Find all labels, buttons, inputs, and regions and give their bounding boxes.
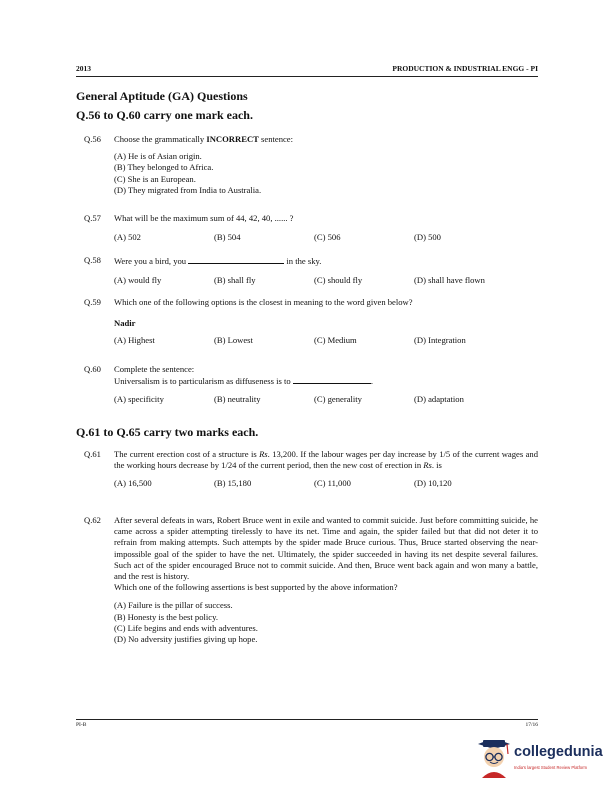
option-d: (D) shall have flown bbox=[414, 275, 485, 286]
option-c: (C) 11,000 bbox=[314, 478, 351, 489]
option-c: (C) She is an European. bbox=[114, 173, 196, 184]
option-b: (B) neutrality bbox=[214, 394, 261, 405]
option-b: (B) They belonged to Africa. bbox=[114, 162, 214, 173]
question-text: Which one of the following assertions is best supported by the above information? bbox=[114, 582, 398, 593]
answer-blank bbox=[293, 375, 371, 384]
section-subtitle-one-mark: Q.56 to Q.60 carry one mark each. bbox=[76, 108, 253, 122]
option-list bbox=[114, 275, 538, 286]
option-a: (A) 16,500 bbox=[114, 478, 152, 489]
question-number: Q.62 bbox=[84, 515, 101, 525]
passage-text: After several defeats in wars, Robert Bruce went in exile and wanted to commit suicide. Just before committing suicide, he came across a spider attempting tirelessly to have its net. Time and again, the spider failed but that did not deter it to refrain from making attempts. Such attempts by the spider made Bruce curious. Thus, Bruce started observing the near-impossible goal of the spider to have the net. Ultimately, the spider succeeded in having its net despite several failures. Such act of the spider encouraged Bruce not to commit suicide. And then, Bruce went back again and won many a battle, and the rest is history. bbox=[114, 515, 538, 582]
answer-blank bbox=[188, 255, 284, 264]
option-a: (A) Failure is the pillar of success. bbox=[114, 600, 233, 611]
option-c: (C) should fly bbox=[314, 275, 363, 286]
option-a: (A) would fly bbox=[114, 275, 162, 286]
question-number: Q.57 bbox=[84, 213, 101, 223]
option-c: (C) generality bbox=[314, 394, 362, 405]
question-number: Q.59 bbox=[84, 297, 101, 307]
option-d: (D) 500 bbox=[414, 232, 441, 243]
option-list bbox=[114, 335, 538, 346]
option-d: (D) No adversity justifies giving up hope. bbox=[114, 634, 258, 645]
option-c: (C) 506 bbox=[314, 232, 341, 243]
logo-tagline: India's largest Student Review Platform bbox=[514, 765, 587, 770]
paper-code: PI-B bbox=[76, 722, 87, 728]
option-d: (D) Integration bbox=[414, 335, 466, 346]
question-text: Choose the grammatically INCORRECT sentence: bbox=[114, 134, 294, 144]
question-sentence: Universalism is to particularism as diffuseness is to . bbox=[114, 376, 374, 387]
header-rule bbox=[76, 76, 538, 77]
given-word: Nadir bbox=[114, 318, 136, 329]
option-a: (A) He is of Asian origin. bbox=[114, 151, 202, 162]
option-d: (D) They migrated from India to Australia. bbox=[114, 184, 262, 195]
option-c: (C) Life begins and ends with adventures. bbox=[114, 622, 258, 633]
option-list bbox=[114, 478, 538, 489]
section-title-ga: General Aptitude (GA) Questions bbox=[76, 89, 248, 103]
option-a: (A) 502 bbox=[114, 232, 141, 243]
mascot-icon bbox=[478, 740, 512, 778]
question-number: Q.60 bbox=[84, 364, 101, 374]
question-number: Q.58 bbox=[84, 255, 101, 265]
option-list bbox=[114, 600, 538, 645]
option-b: (B) shall fly bbox=[214, 275, 256, 286]
section-title-two-marks: Q.61 to Q.65 carry two marks each. bbox=[76, 425, 259, 439]
exam-year: 2013 bbox=[76, 64, 91, 73]
option-c: (C) Medium bbox=[314, 335, 357, 346]
logo-name: collegedunia bbox=[514, 744, 603, 760]
option-a: (A) specificity bbox=[114, 394, 164, 405]
option-d: (D) adaptation bbox=[414, 394, 464, 405]
option-b: (B) Honesty is the best policy. bbox=[114, 611, 218, 622]
page-number: 17/16 bbox=[525, 722, 538, 728]
option-b: (B) Lowest bbox=[214, 335, 253, 346]
question-text: Complete the sentence: bbox=[114, 364, 195, 374]
question-text: The current erection cost of a structure is Rs. 13,200. If the labour wages per day increase by 1/5 of the current wages and the working hours decrease by 1/24 of the current period, then the new cost of erection in Rs. is bbox=[114, 449, 538, 471]
option-list bbox=[114, 232, 538, 243]
footer-rule bbox=[76, 719, 538, 720]
question-number: Q.56 bbox=[84, 134, 101, 144]
option-a: (A) Highest bbox=[114, 335, 155, 346]
paper-name: PRODUCTION & INDUSTRIAL ENGG - PI bbox=[392, 64, 538, 73]
option-b: (B) 15,180 bbox=[214, 478, 252, 489]
option-b: (B) 504 bbox=[214, 232, 241, 243]
option-list bbox=[114, 151, 538, 196]
question-text: Were you a bird, you in the sky. bbox=[114, 256, 322, 266]
question-number: Q.61 bbox=[84, 449, 101, 459]
collegedunia-logo bbox=[478, 740, 608, 780]
question-text: What will be the maximum sum of 44, 42, 40, ...... ? bbox=[114, 213, 294, 223]
option-list bbox=[114, 394, 538, 405]
option-d: (D) 10,120 bbox=[414, 478, 452, 489]
question-text: Which one of the following options is the closest in meaning to the word given below? bbox=[114, 297, 413, 307]
